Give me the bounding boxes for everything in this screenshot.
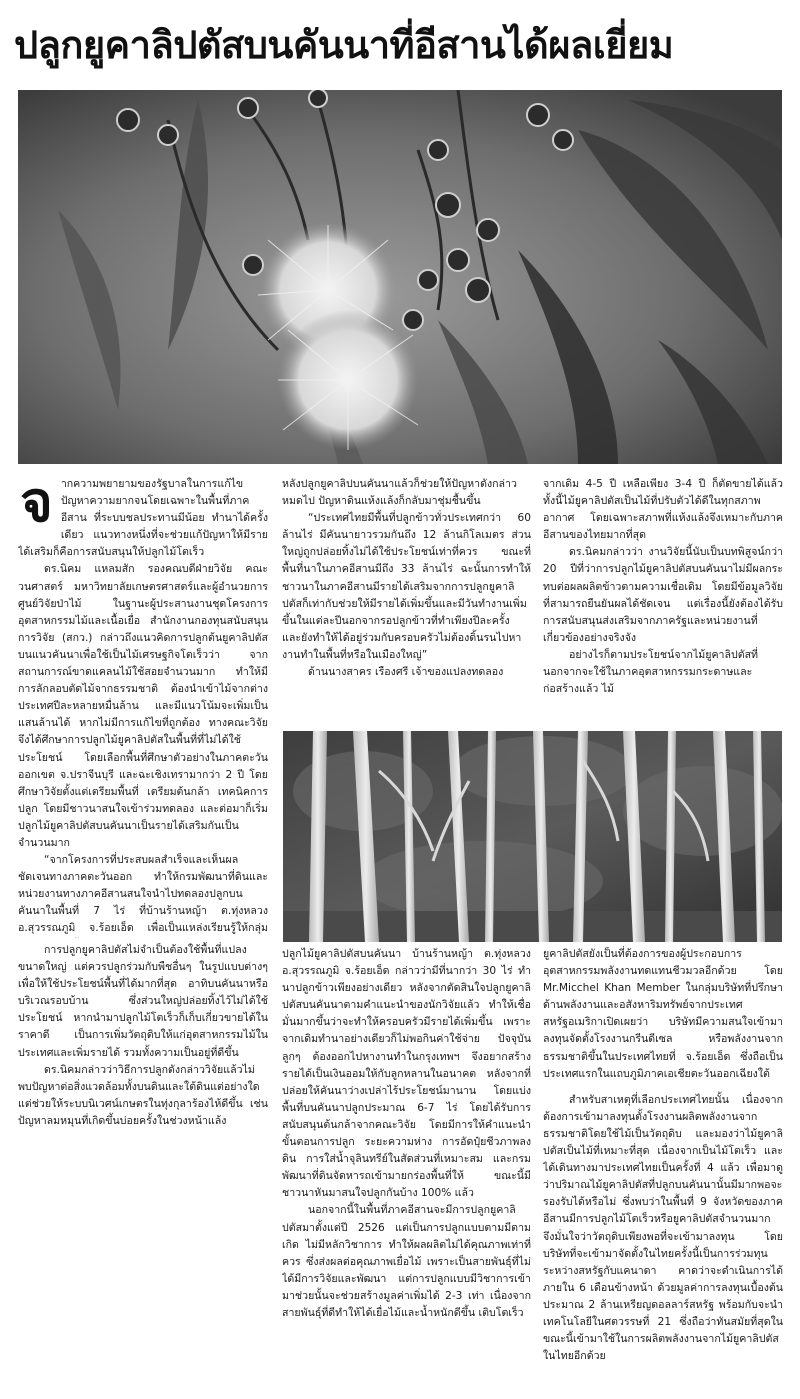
quote-paragraph: “ประเทศไทยมีพื้นที่ปลูกข้าวทั่วประเทศกว่า 60 ล้านไร่ มีคันนายาวรวมกันถึง 12 ล้านกิโลเมตร ส่วนใหญ่ถูกปล่อยทิ้งไม่ได้ใช้ประโยชน์เท่าที่ควร ขณะที่พื้นที่นาในภาคอีสานมีถึง 33 ล้านไร่ ฉะนั้นการทำให้ชาวนาในภาคอีสานมีรายได้เสริมจากการปลูกยูคาลิปตัสก็เท่ากับช่วยให้มีรายได้เพิ่มขึ้นและมีวันทำงานเพิ่มขึ้นในแต่ละปีนอกจากรอปลูกข้าวที่ทำเพียงปีละครั้ง และยังทำให้ได้อยู่ร่วมกับครอบครัวไม่ต้องดิ้นรนไปหางานทำในพื้นที่หรือในเมืองใหญ่” [282,512,531,661]
headline: ปลูกยูคาลิปตัสบนคันนาที่อีสานได้ผลเยี่ยม [14,23,674,67]
paragraph: ดร.นิคมกล่าวว่า งานวิจัยนี้นับเป็นบทพิสูจน์กว่า 20 ปีที่ว่าการปลูกไม้ยูคาลิปตัสบนคันนาไม่มีผลกระทบต่อผลผลิตข้าวตามความเชื่อเดิม โดยมีข้อมูลวิจัยที่สามารถยืนยันผลได้ชัดเจน แต่เรื่องนี้ยังต้องได้รับการสนับสนุนส่งเสริมจากภาครัฐและหน่วยงานที่เกี่ยวข้องอย่างจริงจัง [543,546,783,644]
lead-paragraph [18,476,268,561]
paragraph: ปลูกไม้ยูคาลิปตัสบนคันนา บ้านร้านหญ้า ต.ทุ่งหลวง อ.สุวรรณภูมิ จ.ร้อยเอ็ด กล่าวว่ามีที่นากว่า 30 ไร่ ทำนาปลูกข้าวเพียงอย่างเดียว หลังจากตัดสินใจปลูกยูคาลิปตัสบนคันนาตามคำแนะนำของนักวิจัยแล้ว ทำให้เชื่อมั่นมากขึ้นว่าจะทำให้ครอบครัวมีรายได้เพิ่มขึ้น เพราะจากเดิมทำนาอย่างเดียวก็ไม่พอกินค่าใช้จ่าย ปัจจุบันลูกๆ ต้องออกไปหางานทำในกรุงเทพฯ จึงอยากสร้างรายได้เป็นเงินออมให้กับลูกหลานในอนาคต หลังจากที่ปล่อยให้คันนาว่างเปล่าไร้ประโยชน์มานาน โดยแบ่งพื้นที่บนคันนาปลูกประมาณ 6-7 ไร่ โดยได้รับการสนับสนุนต้นกล้าจากคณะวิจัย โดยมีการให้คำแนะนำขั้นตอนการปลูก ระยะความห่าง การอัดปุ๋ยชีวภาพลงดิน การใส่น้ำจุลินทรีย์ในสัดส่วนที่เหมาะสม และกรมพัฒนาที่ดินจัดหารถเข้ามายกร่องพื้นที่ให้ ขณะนี้มีชาวนาหันมาสนใจปลูกกันบ้าง 100% แล้ว [282,948,531,1200]
drop-cap: จ [20,476,53,535]
paragraph-gap [543,1083,783,1092]
article-column-2-upper [282,476,531,726]
paragraph: การปลูกยูคาลิปตัสไม่จำเป็นต้องใช้พื้นที่แปลงขนาดใหญ่ แต่ควรปลูกร่วมกับพืชอื่นๆ ในรูปแบบต่างๆ เพื่อให้ใช้ประโยชน์พื้นที่ได้มากที่สุด อาทิบนคันนาหรือบริเวณรอบบ้าน ซึ่งส่วนใหญ่ปล่อยทิ้งไว้ไม่ได้ใช้ประโยชน์ หากนำมาปลูกไม้โตเร็วก็เก็บเกี่ยวขายได้ในราคาดี เป็นการเพิ่มวัตถุดิบให้แก่อุตสาหกรรมไม้ในประเทศและเพิ่มรายได้ รวมทั้งความเป็นอยู่ที่ดีขึ้น [18,944,268,1059]
quote-paragraph: “จากโครงการที่ประสบผลสำเร็จและเห็นผลชัดเจนทางภาคตะวันออก ทำให้กรมพัฒนาที่ดินและหน่วยงานทางภาคอีสานสนใจนำไปทดลองปลูกบนคันนาในพื้นที่ 7 ไร่ ที่บ้านร้านหญ้า ต.ทุ่งหลวง อ.สุวรรณภูมิ จ.ร้อยเอ็ด เพื่อเป็นแหล่งเรียนรู้ให้กลุ่ม [18,854,268,935]
paragraph: ดร.นิคม แหลมสัก รองคณบดีฝ่ายวิจัย คณะวนศาสตร์ มหาวิทยาลัยเกษตรศาสตร์และผู้อำนวยการศูนย์วิจัยป่าไม้ ในฐานะผู้ประสานงานชุดโครงการอุตสาหกรรมไม้และเนื้อเยื่อ สำนักงานกองทุนสนับสนุนการวิจัย (สกว.) กล่าวถึงแนวคิดการปลูกต้นยูคาลิปตัสบนแนวคันนาเพื่อใช้เป็นไม้เศรษฐกิจโตเร็วว่า จากสถานการณ์ขาดแคลนไม้ใช้สอยจำนวนมาก ทำให้มีการลักลอบตัดไม้จากธรรมชาติ ต้องนำเข้าไม้จากต่างประเทศปีละหลายหมื่นล้าน และมีแนวโน้มจะเพิ่มเป็นแสนล้านได้ หากไม่มีการแก้ไขที่ถูกต้อง ทางคณะวิจัยจึงได้ศึกษาการปลูกไม้ยูคาลิปตัสในพื้นที่ที่ไม่ได้ใช้ประโยชน์ โดยเลือกพื้นที่ศึกษาตัวอย่างในภาคตะวันออกเขต จ.ปราจีนบุรี และฉะเชิงเทรามากว่า 2 ปี โดยศึกษาวิจัยตั้งแต่เตรียมพื้นที่ เตรียมต้นกล้า เทคนิคการปลูก โดยมีชาวนาสนใจเข้าร่วมทดลอง และต่อมาก็เริ่มปลูกไม้ยูคาลิปตัสบนคันนาเป็นรายได้เสริมกันเป็นจำนวนมาก [18,563,268,849]
article-column-2-lower [282,946,531,1392]
article-column-3-lower [543,946,783,1392]
paragraph: อย่างไรก็ตามประโยชน์จากไม้ยูคาลิปตัสที่นอกจากจะใช้ในภาคอุตสาหกรรมกระดาษและก่อสร้างแล้ว ไม้ [543,648,759,696]
paragraph: หลังปลูกยูคาลิปบนคันนาแล้วก็ช่วยให้ปัญหาดังกล่าวหมดไป ปัญหาดินแห้งแล้งก็กลับมาชุ่มชื้นขึ้น [282,478,517,508]
paragraph: สำหรับสาเหตุที่เลือกประเทศไทยนั้น เนื่องจากต้องการเข้ามาลงทุนตั้งโรงงานผลิตพลังงานจากธรรมชาติโดยใช้ไม้เป็นวัตถุดิบ และมองว่าไม้ยูคาลิปตัสเป็นไม้ที่เหมาะที่สุด เนื่องจากเป็นไม้โตเร็ว และได้เดินทางมาประเทศไทยเป็นครั้งที่ 4 แล้ว เพื่อมาดูว่าปริมาณไม้ยูคาลิปตัสที่ปลูกบนคันนานั้นมีมากพอจะรองรับได้หรือไม่ ซึ่งพบว่าในพื้นที่ 9 จังหวัดของภาคอีสานมีการปลูกไม้โตเร็วหรือยูคาลิปตัสจำนวนมาก จึงมั่นใจว่าวัตถุดิบเพียงพอที่จะเข้ามาลงทุน โดยบริษัทที่จะเข้ามาจัดตั้งในไทยครั้งนี้เป็นการร่วมทุนระหว่างสหรัฐกับแคนาดา คาดว่าจะดำเนินการได้ภายใน 6 เดือนข้างหน้า ด้วยมูลค่าการลงทุนเบื้องต้นประมาณ 2 ล้านเหรียญดอลลาร์สหรัฐ พร้อมกับจะนำเทคโนโลยีในศตวรรษที่ 21 ซึ่งถือว่าทันสมัยที่สุดในขณะนี้เข้ามาใช้ในการผลิตพลังงานจากไม้ยูคาลิปตัสในไทยอีกด้วย [543,1093,783,1363]
article-column-1-upper [18,476,268,938]
paragraph: ด้านนางสาคร เรืองศรี เจ้าของแปลงทดลอง [308,666,504,679]
paragraph: จากเดิม 4-5 ปี เหลือเพียง 3-4 ปี ก็ตัดขายได้แล้ว ทั้งนี้ไม้ยูคาลิปตัสเป็นไม้ที่ปรับตัวได้ดีในทุกสภาพอากาศ โดยเฉพาะสภาพที่แห้งแล้งจึงเหมาะกับภาคอีสานของไทยมากที่สุด [543,478,783,542]
article-column-3-upper [543,476,783,726]
paragraph: นอกจากนี้ในพื้นที่ภาคอีสานจะมีการปลูกยูคาลิปตัสมาตั้งแต่ปี 2526 แต่เป็นการปลูกแบบตามมีตามเกิด ไม่มีหลักวิชาการ ทำให้ผลผลิตไม่ได้คุณภาพเท่าที่ควร ซึ่งส่งผลต่อคุณภาพเยื่อไม้ เพราะเป็นสายพันธุ์ที่ไม่ได้มีการวิจัยและพัฒนา แต่การปลูกแบบมีวิชาการเข้ามาช่วยนั้นจะช่วยสร้างมูลค่าเพิ่มได้ 2-3 เท่า เนื่องจากสายพันธุ์ที่ดีทำให้ได้เยื่อไม้และน้ำหนักดีขึ้น เติบโตเร็ว [282,1204,531,1319]
eucalyptus-flower-photo [18,90,782,464]
paragraph: ดร.นิคมกล่าวว่าวิธีการปลูกดังกล่าววิจัยแล้วไม่พบปัญหาต่อสิ่งแวดล้อมทั้งบนดินและใต้ดินแต่อย่างใด แต่ช่วยให้ระบบนิเวศน์เกษตรในทุ่งกุลาร้องไห้ดีขึ้น เช่น ปัญหาลมหมุนที่เกิดขึ้นบ่อยครั้งในช่วงหน้าแล้ง [18,1063,268,1127]
paragraph: ยูคาลิปตัสยังเป็นที่ต้องการของผู้ประกอบการอุตสาหกรรมพลังงานทดแทนชีวมวลอีกด้วย โดย Mr.Micchel Khan Member ในกลุ่มบริษัทที่ปรึกษาด้านพลังงานและอสังหาริมทรัพย์จากประเทศสหรัฐอเมริกาเปิดเผยว่า บริษัทมีความสนใจเข้ามาลงทุนจัดตั้งโรงงานกรีนดีเซล หรือพลังงานจากธรรมชาติขึ้นในประเทศไทยที่ จ.ร้อยเอ็ด ซึ่งถือเป็นประเทศแรกในแถบภูมิภาคเอเชียตะวันออกเฉียงใต้ [543,948,783,1080]
eucalyptus-forest-photo [283,731,782,942]
lead-text: ากความพยายามของรัฐบาลในการแก้ไขปัญหาความยากจนโดยเฉพาะในพื้นที่ภาคอีสาน ที่ระบบชลประทานมีน้อย ทำนาได้ครั้งเดียว แนวทางหนึ่งที่จะช่วยแก้ปัญหาให้มีรายได้เสริมก็คือการสนับสนุนให้ปลูกไม้โตเร็ว [18,478,268,559]
article-column-1-lower [18,942,268,1392]
